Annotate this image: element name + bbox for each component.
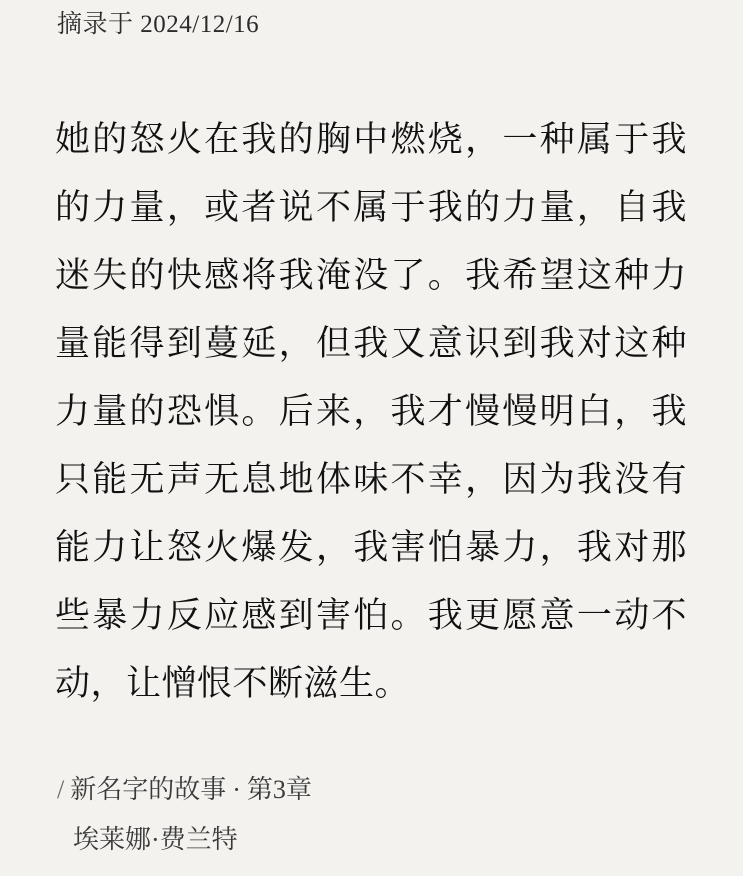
source-chapter: 第3章 [246, 775, 312, 804]
source-slash-mark: / [57, 775, 65, 804]
author-name: 埃莱娜·费兰特 [73, 825, 238, 854]
attribution [57, 770, 697, 860]
excerpt-date: 摘录于 2024/12/16 [57, 11, 260, 38]
source-title: 新名字的故事 [70, 775, 227, 804]
quote-text: 她的怒火在我的胸中燃烧，一种属于我的力量，或者说不属于我的力量，自我迷失的快感将我淹没了。我希望这种力量能得到蔓延，但我又意识到我对这种力量的恐惧。后来，我才慢慢明白，我只能无声无息地体味不幸，因为我没有能力让怒火爆发，我害怕暴力，我对那些暴力反应感到害怕。我更愿意一动不动，让憎恨不断滋生。 [55, 120, 687, 703]
source-line [57, 770, 697, 810]
source-separator: · [232, 775, 241, 804]
